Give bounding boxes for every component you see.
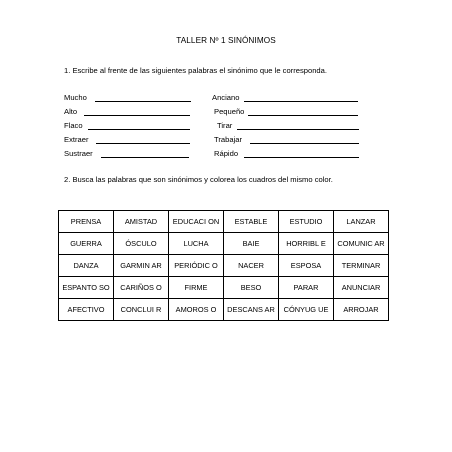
grid-cell[interactable]: BESO [224, 277, 279, 299]
answer-line[interactable] [101, 149, 189, 158]
word-label: Trabajar [214, 135, 242, 144]
grid-cell[interactable]: PRENSA [59, 211, 114, 233]
worksheet-title: TALLER Nº 1 SINÓNIMOS [176, 36, 276, 45]
grid-cell[interactable]: AMOROS O [169, 299, 224, 321]
grid-cell[interactable]: ESPOSA [279, 255, 334, 277]
grid-cell[interactable]: LANZAR [334, 211, 389, 233]
grid-row [59, 211, 389, 233]
grid-cell[interactable]: HORRIBL E [279, 233, 334, 255]
word-label: Pequeño [214, 107, 245, 116]
answer-line[interactable] [95, 93, 191, 102]
grid-cell[interactable]: PERIÓDIC O [169, 255, 224, 277]
grid-cell[interactable]: TERMINAR [334, 255, 389, 277]
grid-cell[interactable]: ESPANTO SO [59, 277, 114, 299]
word-label: Extraer [64, 135, 89, 144]
grid-cell[interactable]: DANZA [59, 255, 114, 277]
grid-cell[interactable]: ESTUDIO [279, 211, 334, 233]
grid-cell[interactable]: ÓSCULO [114, 233, 169, 255]
grid-cell[interactable]: GUERRA [59, 233, 114, 255]
grid-cell[interactable]: CARIÑOS O [114, 277, 169, 299]
grid-cell[interactable]: COMUNIC AR [334, 233, 389, 255]
grid-cell[interactable]: ARROJAR [334, 299, 389, 321]
word-label: Flaco [64, 121, 83, 130]
word-label: Tirar [217, 121, 233, 130]
answer-line[interactable] [244, 93, 358, 102]
grid-row [59, 255, 389, 277]
grid-cell[interactable]: AFECTIVO [59, 299, 114, 321]
answer-line[interactable] [88, 121, 190, 130]
instruction-2: 2. Busca las palabras que son sinónimos y colorea los cuadros del mismo color. [64, 175, 333, 184]
grid-cell[interactable]: AMISTAD [114, 211, 169, 233]
instruction-1: 1. Escribe al frente de las siguientes palabras el sinónimo que le corresponda. [64, 66, 327, 75]
answer-line[interactable] [248, 107, 358, 116]
grid-cell[interactable]: EDUCACI ON [169, 211, 224, 233]
grid-cell[interactable]: BAIE [224, 233, 279, 255]
answer-line[interactable] [96, 135, 190, 144]
word-label: Alto [64, 107, 78, 116]
word-label: Rápido [214, 149, 239, 158]
grid-row [59, 299, 389, 321]
answer-line[interactable] [244, 149, 359, 158]
grid-cell[interactable]: GARMIN AR [114, 255, 169, 277]
grid-cell[interactable]: ESTABLE [224, 211, 279, 233]
grid-row [59, 277, 389, 299]
grid-cell[interactable]: CONCLUI R [114, 299, 169, 321]
answer-line[interactable] [250, 135, 359, 144]
word-label: Sustraer [64, 149, 93, 158]
answer-line[interactable] [237, 121, 359, 130]
grid-cell[interactable]: PARAR [279, 277, 334, 299]
answer-line[interactable] [84, 107, 190, 116]
grid-cell[interactable]: ANUNCIAR [334, 277, 389, 299]
grid-cell[interactable]: NACER [224, 255, 279, 277]
grid-row [59, 233, 389, 255]
word-label: Anciano [212, 93, 240, 102]
grid-cell[interactable]: FIRME [169, 277, 224, 299]
word-label: Mucho [64, 93, 87, 102]
grid-cell[interactable]: CÓNYUG UE [279, 299, 334, 321]
grid-cell[interactable]: LUCHA [169, 233, 224, 255]
grid-cell[interactable]: DESCANS AR [224, 299, 279, 321]
synonym-grid [58, 210, 389, 321]
